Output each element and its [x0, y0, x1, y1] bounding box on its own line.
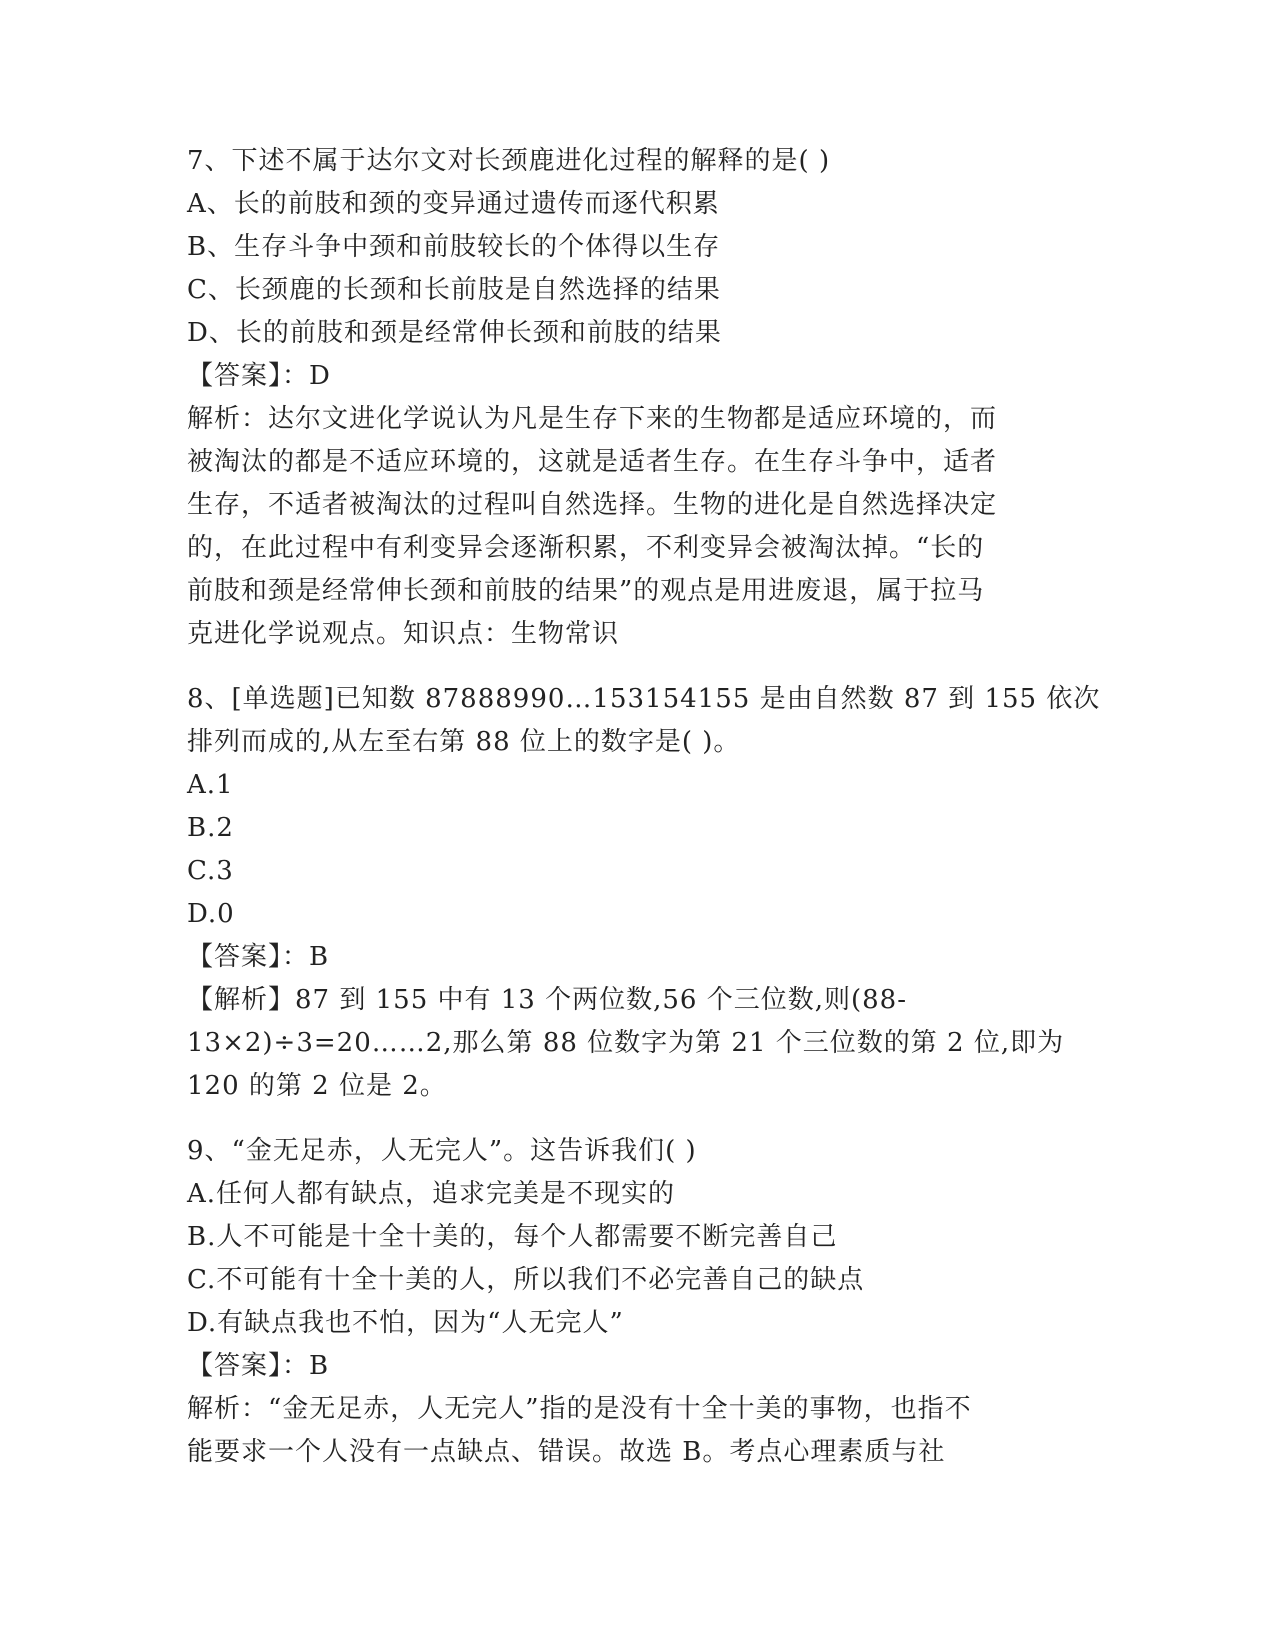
spacer — [187, 656, 1087, 678]
question-title: 7、下述不属于达尔文对长颈鹿进化过程的解释的是( ) — [187, 146, 831, 176]
option-d: D.0 — [187, 899, 235, 929]
spacer — [187, 1108, 1087, 1130]
option-c: C、长颈鹿的长颈和长前肢是自然选择的结果 — [187, 275, 721, 305]
option-a: A.1 — [187, 770, 234, 800]
analysis-line: 克进化学说观点。知识点：生物常识 — [187, 619, 620, 649]
document-page — [187, 140, 1101, 1474]
question-title: 9、“金无足赤，人无完人”。这告诉我们( ) — [187, 1136, 697, 1166]
question-7 — [187, 140, 1087, 656]
question-title: 8、[单选题]已知数 87888990…153154155 是由自然数 87 到 155 依次 — [187, 684, 1101, 714]
option-b: B.人不可能是十全十美的，每个人都需要不断完善自己 — [187, 1222, 838, 1252]
question-8 — [187, 678, 1101, 1108]
analysis-line: 解析：达尔文进化学说认为凡是生存下来的生物都是适应环境的，而 — [187, 404, 998, 434]
option-a: A.任何人都有缺点，追求完美是不现实的 — [187, 1179, 676, 1209]
answer: 【答案】：B — [187, 942, 330, 972]
option-b: B.2 — [187, 813, 234, 843]
analysis-line: 能要求一个人没有一点缺点、错误。故选 B。考点心理素质与社 — [187, 1437, 946, 1467]
analysis-line: 13×2)÷3=20……2,那么第 88 位数字为第 21 个三位数的第 2 位,即为 — [187, 1028, 1065, 1058]
analysis-line: 的，在此过程中有利变异会逐渐积累，不利变异会被淘汰掉。“长的 — [187, 533, 985, 563]
analysis-line: 前肢和颈是经常伸长颈和前肢的结果”的观点是用进废退，属于拉马 — [187, 576, 985, 606]
analysis-line: 生存，不适者被淘汰的过程叫自然选择。生物的进化是自然选择决定 — [187, 490, 998, 520]
option-c: C.不可能有十全十美的人，所以我们不必完善自己的缺点 — [187, 1265, 865, 1295]
answer: 【答案】：D — [187, 361, 331, 391]
analysis-line: 解析：“金无足赤，人无完人”指的是没有十全十美的事物，也指不 — [187, 1394, 972, 1424]
question-title: 排列而成的,从左至右第 88 位上的数字是( )。 — [187, 727, 741, 757]
analysis-line: 被淘汰的都是不适应环境的，这就是适者生存。在生存斗争中，适者 — [187, 447, 998, 477]
option-d: D.有缺点我也不怕，因为“人无完人” — [187, 1308, 624, 1338]
question-9 — [187, 1130, 1087, 1474]
option-c: C.3 — [187, 856, 234, 886]
option-d: D、长的前肢和颈是经常伸长颈和前肢的结果 — [187, 318, 722, 348]
option-a: A、长的前肢和颈的变异通过遗传而逐代积累 — [187, 189, 720, 219]
analysis-line: 120 的第 2 位是 2。 — [187, 1071, 447, 1101]
answer: 【答案】：B — [187, 1351, 330, 1381]
analysis-line: 【解析】87 到 155 中有 13 个两位数,56 个三位数,则(88- — [187, 985, 908, 1015]
option-b: B、生存斗争中颈和前肢较长的个体得以生存 — [187, 232, 721, 262]
